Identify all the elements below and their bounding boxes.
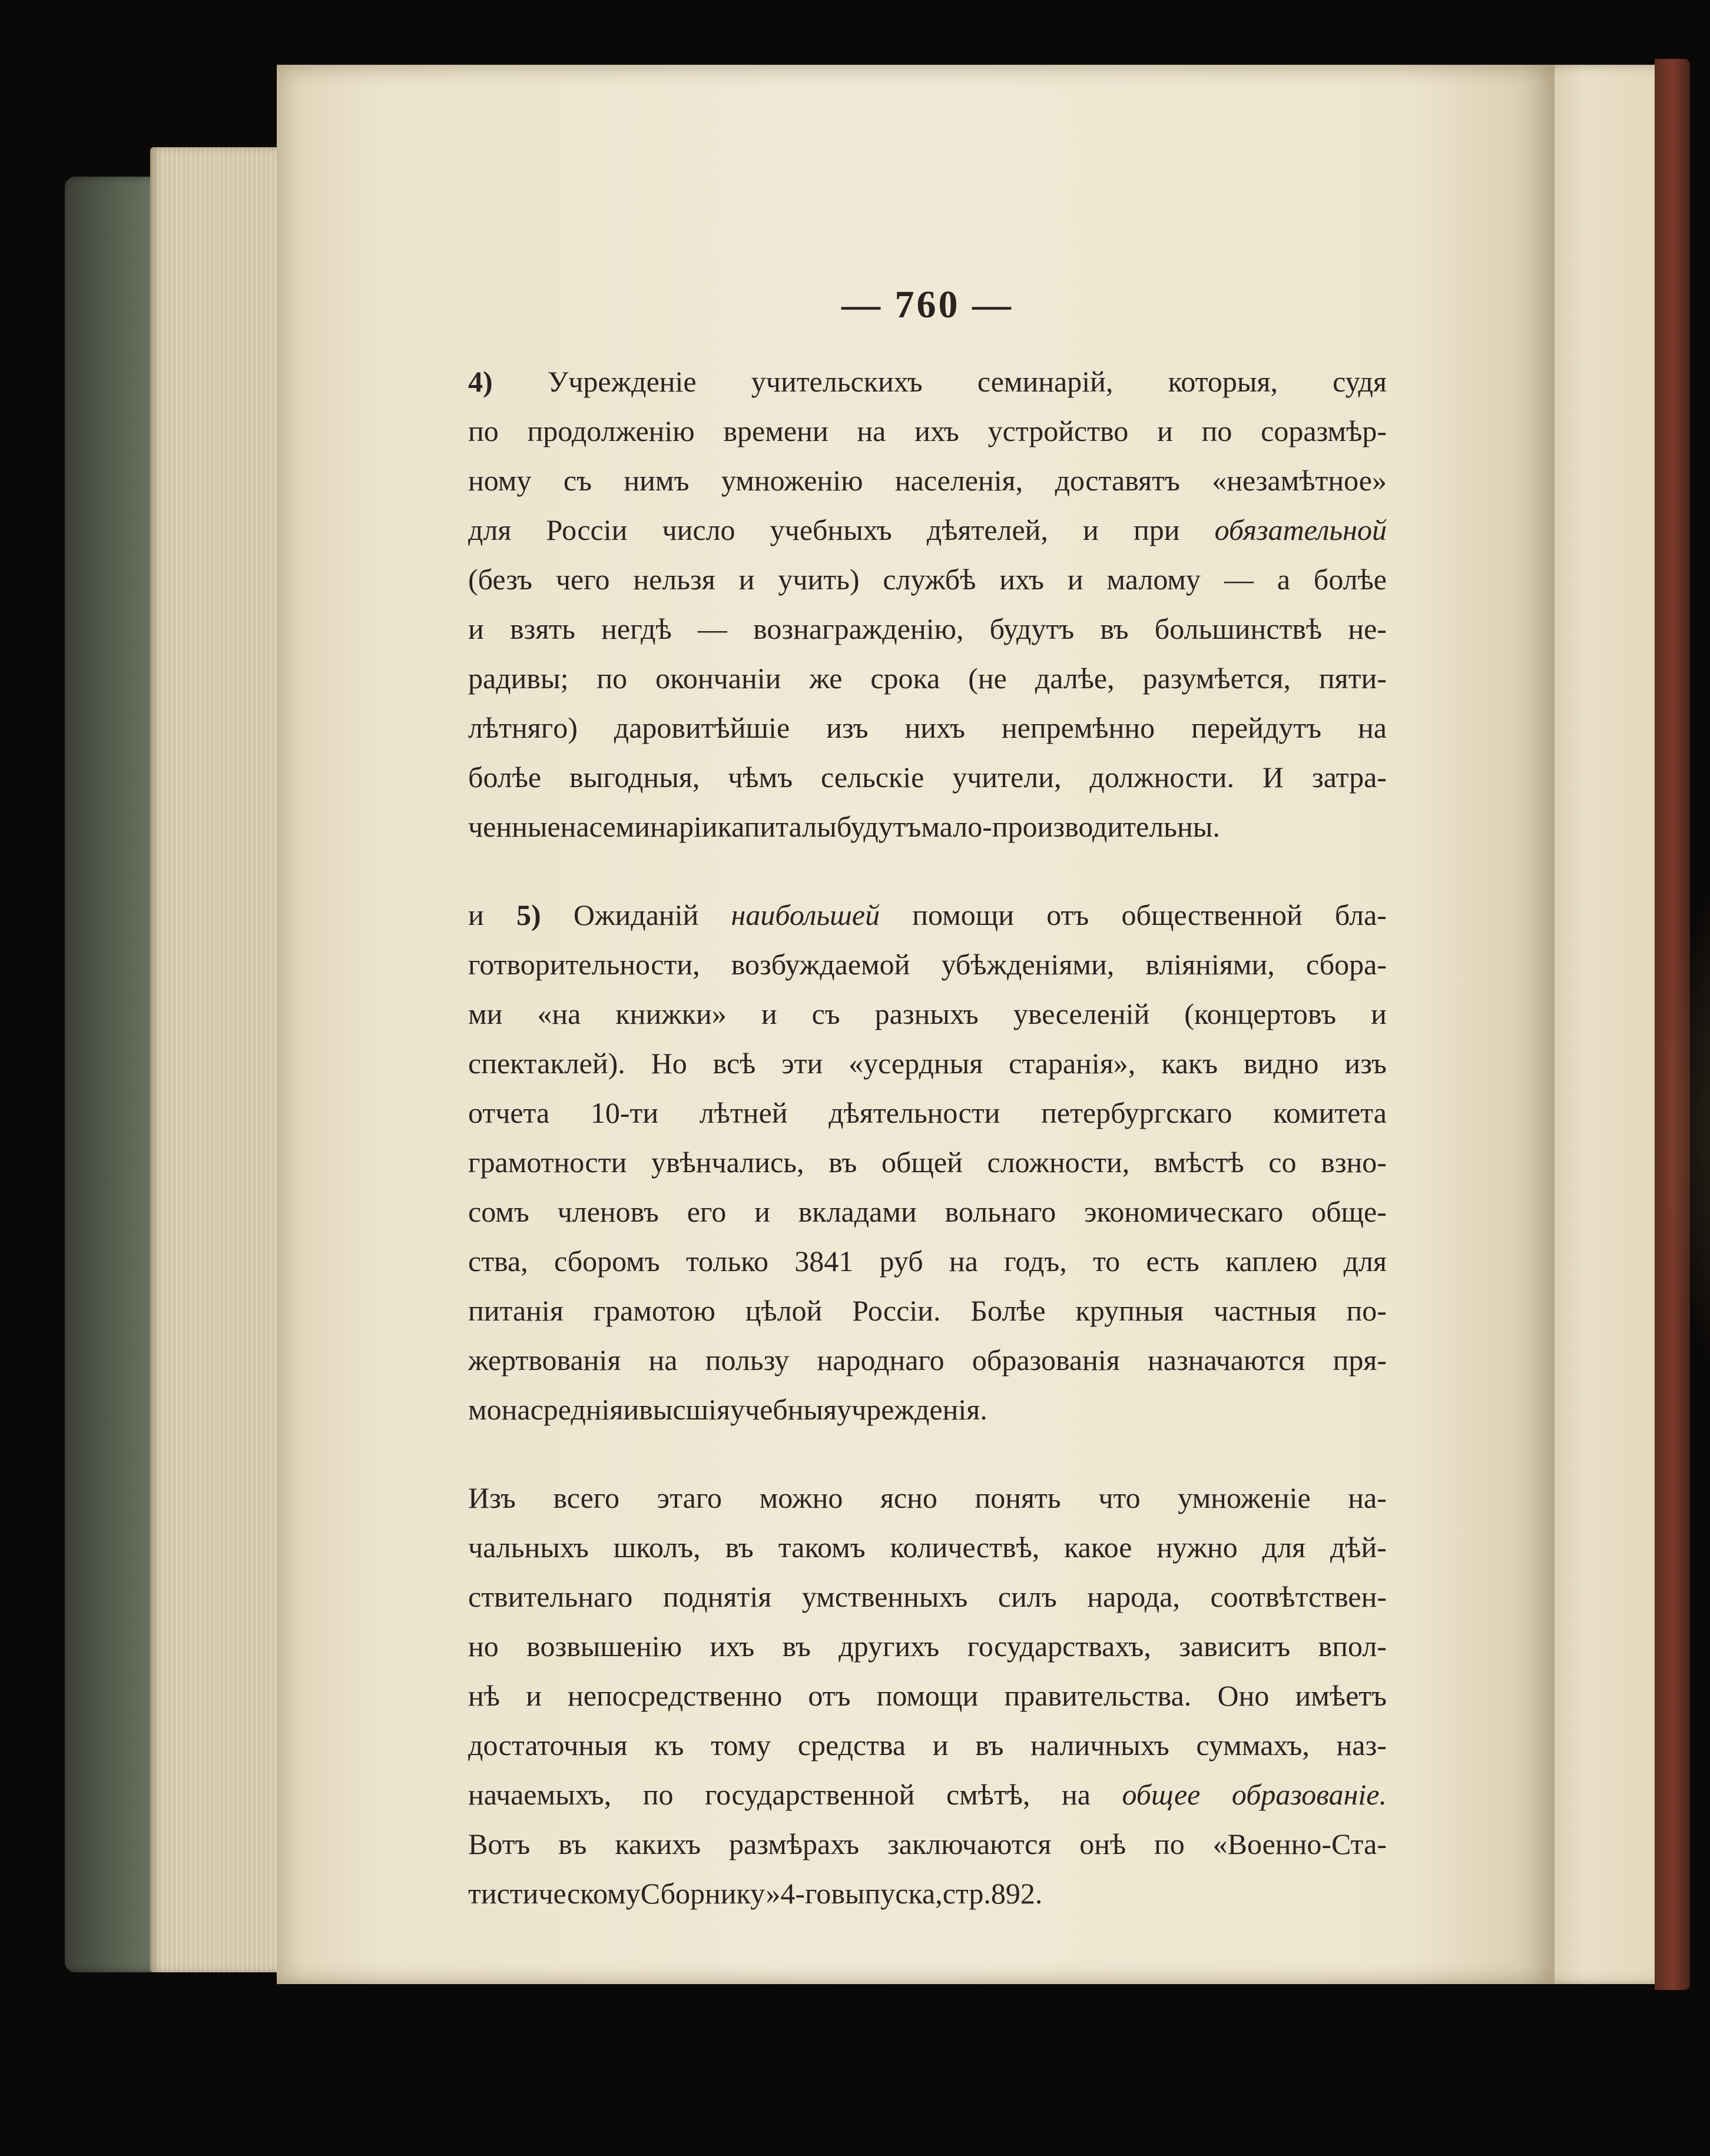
word: устройство xyxy=(987,414,1129,447)
word: зависитъ xyxy=(1179,1630,1291,1663)
word: силъ xyxy=(998,1580,1057,1613)
word: правительства. xyxy=(1004,1679,1192,1712)
word: на xyxy=(648,1344,678,1376)
word: И xyxy=(1262,761,1284,794)
word: 4-го xyxy=(780,1877,831,1910)
word: по xyxy=(468,414,499,447)
word: вмѣстѣ xyxy=(1154,1146,1244,1179)
word: «Военно-Ста- xyxy=(1212,1827,1387,1860)
text-line xyxy=(468,357,1387,406)
word: смѣтѣ, xyxy=(946,1778,1030,1811)
word: изъ xyxy=(1344,1047,1387,1080)
word: среднія xyxy=(530,1393,624,1426)
word: будутъ xyxy=(836,810,922,843)
word: при xyxy=(1133,513,1180,546)
word: и xyxy=(932,1729,949,1762)
text-line xyxy=(468,654,1387,703)
word: въ xyxy=(1100,612,1129,645)
word: капиталы xyxy=(717,810,837,843)
word: затра- xyxy=(1311,761,1387,794)
word: годъ, xyxy=(1004,1245,1067,1278)
word: вознагражденію, xyxy=(753,612,964,645)
word: семинаріи xyxy=(589,810,718,843)
word: поднятія xyxy=(662,1580,772,1613)
word: средства xyxy=(797,1729,906,1762)
word: чѣмъ xyxy=(728,761,793,794)
word: нимъ xyxy=(624,464,690,497)
word: — xyxy=(697,612,727,645)
word: для xyxy=(468,513,512,546)
text-line xyxy=(468,604,1387,654)
word: Учрежденіе xyxy=(547,365,697,398)
text-line xyxy=(468,1819,1387,1869)
word: грамотою xyxy=(593,1294,715,1327)
word: руб xyxy=(879,1245,923,1278)
word: отъ xyxy=(1046,898,1089,931)
text-line xyxy=(468,752,1387,802)
word: а xyxy=(1277,563,1291,596)
text-line xyxy=(468,1523,1387,1572)
word: есть xyxy=(1146,1245,1199,1278)
word: школъ, xyxy=(613,1531,701,1564)
word: взно- xyxy=(1321,1146,1387,1179)
word: даровитѣйшіе xyxy=(614,711,790,744)
word: учебныхъ xyxy=(770,513,892,546)
word: его xyxy=(687,1195,727,1228)
word: образованіе. xyxy=(1231,1778,1387,1811)
word: отчета xyxy=(468,1096,550,1129)
word: другихъ xyxy=(839,1630,940,1663)
word: возбуждаемой xyxy=(731,948,910,981)
word: жертвованія xyxy=(468,1344,621,1376)
word: къ xyxy=(654,1729,684,1762)
word: умноженію xyxy=(721,464,863,497)
word: вольнаго xyxy=(945,1195,1056,1228)
word: 3841 xyxy=(794,1245,854,1278)
text-line xyxy=(468,1187,1387,1236)
text-line xyxy=(468,989,1387,1039)
word: книжки» xyxy=(615,997,727,1030)
word: число xyxy=(662,513,735,546)
word: петербургскаго xyxy=(1041,1096,1232,1129)
word: сомъ xyxy=(468,1195,529,1228)
word: Россіи xyxy=(546,513,628,546)
word: образованія xyxy=(972,1344,1120,1376)
word: дѣй- xyxy=(1330,1531,1387,1564)
word: пользу xyxy=(705,1344,790,1376)
word: каплею xyxy=(1225,1245,1318,1278)
word: перейдутъ xyxy=(1191,711,1322,744)
word: на xyxy=(560,810,589,843)
word: и xyxy=(623,1393,639,1426)
word: тому xyxy=(711,1729,771,1762)
word: 892. xyxy=(990,1877,1043,1910)
text-line xyxy=(468,1286,1387,1335)
word: же xyxy=(809,662,843,695)
page-text xyxy=(468,283,1387,1957)
paragraph-1 xyxy=(468,357,1387,851)
word: на xyxy=(1358,711,1387,744)
word: на xyxy=(949,1245,978,1278)
word: пря- xyxy=(1333,1344,1387,1376)
word: тистическому xyxy=(468,1877,641,1910)
word: бла- xyxy=(1334,898,1387,931)
text-line xyxy=(468,1720,1387,1770)
word: на xyxy=(501,1393,531,1426)
word: народа, xyxy=(1087,1580,1180,1613)
word: пяти- xyxy=(1318,662,1387,695)
word: судя xyxy=(1333,365,1387,398)
word: ясно xyxy=(880,1481,937,1514)
word: въ xyxy=(975,1729,1004,1762)
word: по xyxy=(1154,1827,1185,1860)
word: по- xyxy=(1346,1294,1387,1327)
word: имѣетъ xyxy=(1295,1679,1387,1712)
word: въ xyxy=(829,1146,857,1179)
word: малому xyxy=(1106,563,1201,596)
word: на xyxy=(1061,1778,1091,1811)
word: ства, xyxy=(468,1245,528,1278)
word: непосредственно xyxy=(568,1679,783,1712)
word: помощи xyxy=(876,1679,979,1712)
word: наибольшей xyxy=(731,898,880,931)
word: высшія xyxy=(639,1393,730,1426)
word: большинствѣ xyxy=(1154,612,1323,645)
word: ствительнаго xyxy=(468,1580,633,1613)
word: по xyxy=(642,1778,674,1811)
word: возвышенію xyxy=(526,1630,682,1663)
word: какъ xyxy=(1161,1047,1218,1080)
word: готворительности, xyxy=(468,948,700,981)
word: учить) xyxy=(778,563,860,596)
word: негдѣ xyxy=(601,612,672,645)
word: всего xyxy=(553,1481,620,1514)
word: «усердныя xyxy=(849,1047,983,1080)
word: наз- xyxy=(1336,1729,1387,1762)
water-stain xyxy=(1661,889,1710,1419)
word: лѣтнягo) xyxy=(468,711,578,744)
word: сложности, xyxy=(987,1146,1130,1179)
word: сборомъ xyxy=(554,1245,660,1278)
text-line xyxy=(468,1137,1387,1187)
text-line xyxy=(468,802,1387,851)
word: то xyxy=(1092,1245,1121,1278)
word: (безъ xyxy=(468,563,532,596)
word: (концертовъ xyxy=(1184,997,1337,1030)
word: ному xyxy=(468,464,532,497)
word: заключаются xyxy=(887,1827,1052,1860)
page-edges xyxy=(150,147,297,1972)
word: для xyxy=(1343,1245,1387,1278)
word: убѣжденіями, xyxy=(941,948,1115,981)
word: количествѣ, xyxy=(890,1531,1040,1564)
text-line xyxy=(468,1572,1387,1621)
word: мало-производительны. xyxy=(921,810,1220,843)
word: крупныя xyxy=(1075,1294,1184,1327)
word: общественной xyxy=(1121,898,1303,931)
word: спектаклей). xyxy=(468,1047,625,1080)
text-line xyxy=(468,1039,1387,1088)
word: и xyxy=(526,1679,542,1712)
word: и xyxy=(1067,563,1083,596)
word: всѣ xyxy=(712,1047,756,1080)
word: что xyxy=(1098,1481,1141,1514)
text-line xyxy=(468,940,1387,989)
word: комитета xyxy=(1273,1096,1387,1129)
word: болѣе xyxy=(1313,563,1387,596)
paragraph-3 xyxy=(468,1473,1387,1918)
word: дѣятельности xyxy=(829,1096,1000,1129)
word: Ожиданій xyxy=(573,898,699,931)
word: Россіи. xyxy=(852,1294,941,1327)
word: размѣрахъ xyxy=(728,1827,860,1860)
word: на- xyxy=(1348,1481,1387,1514)
word: учительскихъ xyxy=(751,365,923,398)
text-line xyxy=(468,1621,1387,1671)
word: наличныхъ xyxy=(1030,1729,1169,1762)
word: отъ xyxy=(808,1679,851,1712)
word: достаточныя xyxy=(468,1729,628,1762)
word: этаго xyxy=(657,1481,723,1514)
word: государствахъ, xyxy=(967,1630,1151,1663)
word: изъ xyxy=(826,711,869,744)
word: со xyxy=(1268,1146,1297,1179)
word: соразмѣр- xyxy=(1261,414,1387,447)
word: общее xyxy=(1122,1778,1201,1811)
word: по xyxy=(1201,414,1232,447)
word: соотвѣтствен- xyxy=(1210,1580,1387,1613)
text-line xyxy=(468,1869,1387,1918)
word: семинарій, xyxy=(977,365,1114,398)
word: какое xyxy=(1064,1531,1132,1564)
word: не- xyxy=(1348,612,1387,645)
word: чего xyxy=(555,563,610,596)
text-line xyxy=(468,1088,1387,1137)
text-line xyxy=(468,1671,1387,1720)
word: по xyxy=(596,662,628,695)
text-line xyxy=(468,1385,1387,1434)
word: и xyxy=(761,997,777,1030)
word: доставятъ xyxy=(1055,464,1180,497)
word: ми xyxy=(468,997,503,1030)
page-number: — 760 — xyxy=(841,283,1013,326)
word: сельскіе xyxy=(821,761,924,794)
word: народнаго xyxy=(817,1344,945,1376)
word: «на xyxy=(537,997,581,1030)
word: обще- xyxy=(1311,1195,1387,1228)
word: радивы; xyxy=(468,662,569,695)
word: болѣе xyxy=(468,761,542,794)
word: вкладами xyxy=(798,1195,917,1228)
word: видно xyxy=(1243,1047,1319,1080)
word: 10-ти xyxy=(590,1096,659,1129)
text-line xyxy=(468,703,1387,752)
word: ихъ xyxy=(710,1630,755,1663)
word: старанія», xyxy=(1009,1047,1136,1080)
word: умноженіе xyxy=(1178,1481,1311,1514)
word: и xyxy=(738,563,755,596)
paragraph-2 xyxy=(468,890,1387,1434)
word: какихъ xyxy=(615,1827,701,1860)
word: и xyxy=(1371,997,1387,1030)
word: вліяніями, xyxy=(1145,948,1275,981)
word: дѣятелей, xyxy=(926,513,1048,546)
text-line xyxy=(468,555,1387,604)
word: населенія, xyxy=(894,464,1023,497)
word: окончаніи xyxy=(655,662,781,695)
word: Оно xyxy=(1217,1679,1270,1712)
word: въ xyxy=(725,1531,754,1564)
word: стр. xyxy=(942,1877,991,1910)
word: времени xyxy=(723,414,829,447)
word: частныя xyxy=(1214,1294,1317,1327)
word: и xyxy=(754,1195,770,1228)
word: для xyxy=(1262,1531,1306,1564)
word: умственныхъ xyxy=(801,1580,968,1613)
word: 5) xyxy=(516,898,541,931)
word: въ xyxy=(782,1630,811,1663)
word: начаемыхъ, xyxy=(468,1778,612,1811)
word: (не xyxy=(968,662,1007,695)
word: такомъ xyxy=(778,1531,866,1564)
word: Вотъ xyxy=(468,1827,531,1860)
word: въ xyxy=(558,1827,587,1860)
text-line xyxy=(468,406,1387,456)
word: но xyxy=(468,1630,499,1663)
word: мо xyxy=(468,1393,502,1426)
word: ихъ xyxy=(999,563,1044,596)
word: нельзя xyxy=(633,563,715,596)
word: Изъ xyxy=(468,1481,516,1514)
word: нужно xyxy=(1156,1531,1238,1564)
word: обязательной xyxy=(1214,513,1387,546)
word: съ xyxy=(563,464,592,497)
text-line xyxy=(468,1335,1387,1385)
word: и xyxy=(1157,414,1173,447)
word: непремѣнно xyxy=(1001,711,1155,744)
text-line xyxy=(468,1770,1387,1819)
word: службѣ xyxy=(883,563,976,596)
word: — xyxy=(1224,563,1254,596)
word: срока xyxy=(870,662,940,695)
word: лѣтней xyxy=(699,1096,788,1129)
word: и xyxy=(468,612,484,645)
word: чальныхъ xyxy=(468,1531,589,1564)
word: нѣ xyxy=(468,1679,500,1712)
word: увѣнчались, xyxy=(651,1146,804,1179)
word: назначаются xyxy=(1148,1344,1305,1376)
word: и xyxy=(468,898,484,931)
word: Болѣе xyxy=(970,1294,1046,1327)
word: «незамѣтное» xyxy=(1212,464,1387,497)
word: на xyxy=(857,414,886,447)
word: помощи xyxy=(912,898,1015,931)
text-line xyxy=(468,1473,1387,1523)
word: суммахъ, xyxy=(1196,1729,1310,1762)
word: цѣлой xyxy=(745,1294,823,1327)
word: Но xyxy=(651,1047,687,1080)
word: увеселеній xyxy=(1013,997,1150,1030)
word: экономическаго xyxy=(1084,1195,1284,1228)
text-line xyxy=(468,1236,1387,1286)
word: продолженію xyxy=(527,414,695,447)
word: далѣе, xyxy=(1035,662,1115,695)
word: взять xyxy=(509,612,575,645)
word: ихъ xyxy=(914,414,959,447)
word: будутъ xyxy=(989,612,1075,645)
word: ченные xyxy=(468,810,561,843)
word: выгодныя, xyxy=(569,761,700,794)
word: разныхъ xyxy=(874,997,979,1030)
word: Сборнику» xyxy=(640,1877,781,1910)
word: учебныя xyxy=(730,1393,837,1426)
word: выпуска, xyxy=(831,1877,943,1910)
word: съ xyxy=(811,997,840,1030)
word: общей xyxy=(881,1146,963,1179)
text-line xyxy=(468,456,1387,505)
word: понять xyxy=(975,1481,1061,1514)
word: членовъ xyxy=(557,1195,659,1228)
word: можно xyxy=(759,1481,843,1514)
word: нихъ xyxy=(904,711,965,744)
word: 4) xyxy=(468,365,493,398)
text-line xyxy=(468,890,1387,940)
word: грамотности xyxy=(468,1146,627,1179)
word: впол- xyxy=(1318,1630,1387,1663)
word: учители, xyxy=(952,761,1062,794)
word: учрежденія. xyxy=(837,1393,987,1426)
word: и xyxy=(1083,513,1099,546)
word: питанія xyxy=(468,1294,564,1327)
word: сбора- xyxy=(1305,948,1387,981)
word: онѣ xyxy=(1079,1827,1126,1860)
word: государственной xyxy=(705,1778,915,1811)
word: разумѣется, xyxy=(1142,662,1291,695)
word: должности. xyxy=(1089,761,1234,794)
text-line xyxy=(468,505,1387,555)
word: которыя, xyxy=(1168,365,1278,398)
word: только xyxy=(685,1245,769,1278)
word: эти xyxy=(781,1047,823,1080)
